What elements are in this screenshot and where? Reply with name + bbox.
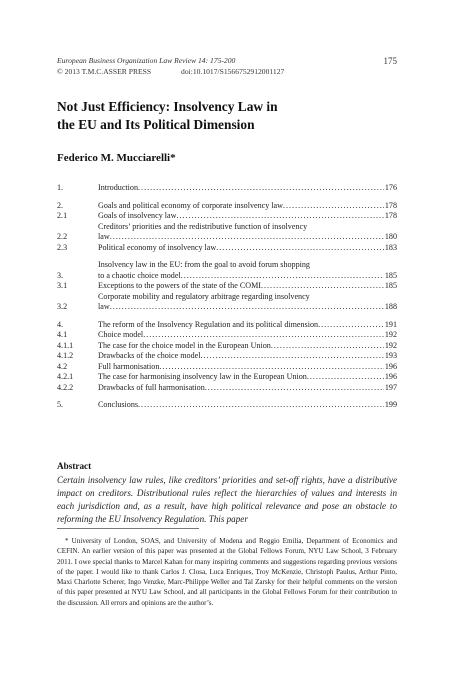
- toc-entry-title: [98, 243, 384, 254]
- toc-leader-dots: [159, 362, 383, 373]
- toc-entry-number: 2.: [57, 200, 64, 210]
- toc-leader-dots: [216, 243, 384, 254]
- toc-entry-page: 178: [384, 200, 397, 210]
- toc-entry-number: 4.1.2: [57, 351, 74, 360]
- toc-entry-number: 4.: [57, 319, 64, 329]
- journal-citation: European Business Organization Law Review 14: 175-200: [57, 56, 236, 65]
- toc-entry[interactable]: [57, 400, 397, 411]
- toc-leader-dots: [110, 232, 384, 243]
- toc-entry-page: 188: [384, 302, 397, 311]
- toc-entry[interactable]: [57, 330, 397, 341]
- toc-entry-number: 4.1: [57, 330, 68, 339]
- toc-leader-dots: [271, 341, 384, 352]
- toc-entry-title: [98, 330, 384, 341]
- toc-entry-page: 178: [384, 211, 397, 220]
- toc-gap: [57, 393, 397, 400]
- toc-entry-title-text: Exceptions to the powers of the state of the COMI: [98, 281, 261, 290]
- toc-entry-page: 176: [384, 183, 397, 192]
- toc-entry-number: 2.3: [57, 242, 68, 252]
- toc-entry-title: [98, 362, 384, 373]
- toc-entry-number: 2.2: [57, 232, 68, 241]
- toc-entry-title: [98, 260, 384, 281]
- toc-entry-page: 196: [384, 361, 397, 371]
- toc-entry-number: 5.: [57, 400, 64, 409]
- toc-entry-page: 199: [384, 400, 397, 409]
- toc-entry-title-text: Drawbacks of the choice model: [98, 351, 201, 360]
- toc-entry[interactable]: [57, 211, 397, 222]
- toc-entry[interactable]: [57, 320, 397, 331]
- toc-entry-title: [98, 211, 384, 222]
- toc-entry-title: [98, 183, 384, 194]
- toc-entry[interactable]: [57, 341, 397, 352]
- toc-entry[interactable]: [57, 243, 397, 254]
- toc-entry[interactable]: [57, 260, 397, 281]
- toc-entry-title-continuation: law: [98, 232, 110, 241]
- footnote-rule: [57, 528, 199, 529]
- toc-entry-page: 196: [384, 372, 397, 381]
- toc-entry-title: [98, 292, 384, 313]
- toc-entry-title: [98, 400, 384, 411]
- toc-gap: [57, 313, 397, 320]
- toc-entry-title-continuation: to a chaotic choice model: [98, 270, 181, 280]
- author-name: Federico M. Mucciarelli*: [57, 152, 176, 164]
- toc-entry-title-text: Introduction: [98, 183, 139, 192]
- toc-entry-page: 192: [384, 330, 397, 339]
- toc-leader-dots: [307, 372, 384, 383]
- copyright-notice: © 2013 T.M.C.ASSER PRESS: [57, 66, 152, 76]
- toc-entry-title-continuation: law: [98, 302, 110, 311]
- toc-leader-dots: [200, 351, 383, 362]
- toc-entry-title: [98, 372, 384, 383]
- toc-entry-title: [98, 383, 384, 394]
- toc-entry-title-line-1: Creditors’ priorities and the redistributive function of insolvency: [98, 221, 308, 231]
- toc-entry-number: 4.2: [57, 361, 68, 371]
- toc-entry-number: 4.1.1: [57, 340, 74, 350]
- toc-entry-title-line-2: [98, 271, 384, 282]
- toc-entry[interactable]: [57, 281, 397, 292]
- toc-entry-number: 4.2.2: [57, 382, 74, 392]
- toc-entry-title-line-2: [98, 302, 384, 313]
- toc-entry-title-text: The reform of the Insolvency Regulation and its political dimension: [98, 319, 319, 329]
- toc-leader-dots: [181, 271, 384, 282]
- toc-entry[interactable]: [57, 351, 397, 362]
- title-line-2: the EU and Its Political Dimension: [57, 117, 255, 132]
- toc-entry-title-text: Drawbacks of full harmonisation: [98, 382, 205, 392]
- toc-entry-title: [98, 320, 384, 331]
- toc-entry-page: 183: [384, 242, 397, 252]
- toc-entry-number: 3.1: [57, 281, 68, 290]
- toc-entry-page: 185: [384, 281, 397, 290]
- toc-entry-title-line-1: Insolvency law in the EU: from the goal to avoid forum shopping: [98, 260, 310, 269]
- toc-leader-dots: [110, 302, 384, 313]
- toc-entry-number: 4.2.1: [57, 372, 74, 381]
- toc-entry[interactable]: [57, 183, 397, 194]
- toc-leader-dots: [138, 183, 384, 194]
- toc-entry-page: 193: [384, 351, 397, 360]
- abstract-heading: Abstract: [57, 461, 92, 471]
- toc-entry-title: [98, 222, 384, 243]
- toc-entry-page: 197: [384, 382, 397, 392]
- table-of-contents: [57, 183, 397, 411]
- toc-leader-dots: [143, 330, 384, 341]
- toc-leader-dots: [176, 211, 383, 222]
- toc-entry-title-text: Full harmonisation: [98, 361, 160, 371]
- running-header: [57, 56, 397, 77]
- toc-entry-title-text: Political economy of insolvency law: [98, 242, 217, 252]
- toc-entry-title-text: Choice model: [98, 330, 144, 339]
- toc-entry[interactable]: [57, 362, 397, 373]
- toc-leader-dots: [138, 400, 384, 411]
- toc-entry-title-text: The case for the choice model in the European Union: [98, 340, 271, 350]
- toc-entry-page: 185: [384, 270, 397, 280]
- toc-entry-title: [98, 351, 384, 362]
- toc-entry[interactable]: [57, 383, 397, 394]
- toc-entry-title-line-2: [98, 232, 384, 243]
- toc-entry-title-text: Goals of insolvency law: [98, 211, 177, 220]
- toc-entry-number: 2.1: [57, 211, 68, 220]
- author-footnote: * University of London, SOAS, and University of Modena and Reggio Emilia, Department of Economics and CEFIN. An earlier version of this paper was presented at the Global Fellows Forum, NYU Law School, 3 February 2011. I owe special thanks to Marcel Kahan for many inspiring comments and suggestions regarding previous versions of the paper. I would like to thank Carlos J. Closa, Luca Enriques, Troy McKenzie, Christoph Paulus, Arthur Pinto, Maxi Charlotte Scherer, Ingo Venzke, Marc-Philippe Weller and Tal Zarsky for their helpful comments on the version of this paper presented at NYU Law School, and all participants in the Global Fellows Forum for their contribution to the discussion. All errors and opinions are the author’s.: [57, 537, 397, 607]
- toc-entry-title-line-1: Corporate mobility and regulatory arbitrage regarding insolvency: [98, 291, 310, 301]
- toc-entry-page: 192: [384, 340, 397, 350]
- article-title: [57, 98, 397, 134]
- toc-entry-number: 3.: [57, 270, 64, 280]
- toc-entry[interactable]: [57, 372, 397, 383]
- toc-gap: [57, 194, 397, 201]
- toc-leader-dots: [283, 201, 384, 212]
- toc-leader-dots: [205, 383, 384, 394]
- toc-entry-page: 180: [384, 232, 397, 241]
- toc-entry-page: 191: [384, 319, 397, 329]
- toc-entry-title-text: Conclusions: [98, 400, 139, 409]
- toc-entry-number: 3.2: [57, 302, 68, 311]
- toc-entry[interactable]: [57, 292, 397, 313]
- toc-entry-title: [98, 341, 384, 352]
- abstract-text: Certain insolvency law rules, like creditors’ priorities and set-off rights, have a distributive impact on creditors. Distributional rules reflect the hierarchies of values and interests in each jurisdiction and, as a result, have high political relevance and pose an obstacle to reforming the EU Insolvency Regulation. This paper: [57, 475, 397, 524]
- toc-entry-title: [98, 281, 384, 292]
- toc-entry-number: 1.: [57, 183, 64, 192]
- doi[interactable]: doi:10.1017/S1566752912001127: [181, 66, 285, 76]
- toc-leader-dots: [261, 281, 384, 292]
- toc-entry[interactable]: [57, 201, 397, 212]
- toc-entry-title-text: Goals and political economy of corporate insolvency law: [98, 200, 283, 210]
- header-line-2: [57, 67, 397, 78]
- toc-leader-dots: [318, 320, 384, 331]
- toc-gap: [57, 253, 397, 260]
- toc-entry[interactable]: [57, 222, 397, 243]
- title-line-1: Not Just Efficiency: Insolvency Law in: [57, 99, 278, 114]
- toc-entry-title-text: The case for harmonising insolvency law in the European Union: [98, 372, 307, 381]
- toc-entry-title: [98, 201, 384, 212]
- page-number: 175: [383, 56, 397, 66]
